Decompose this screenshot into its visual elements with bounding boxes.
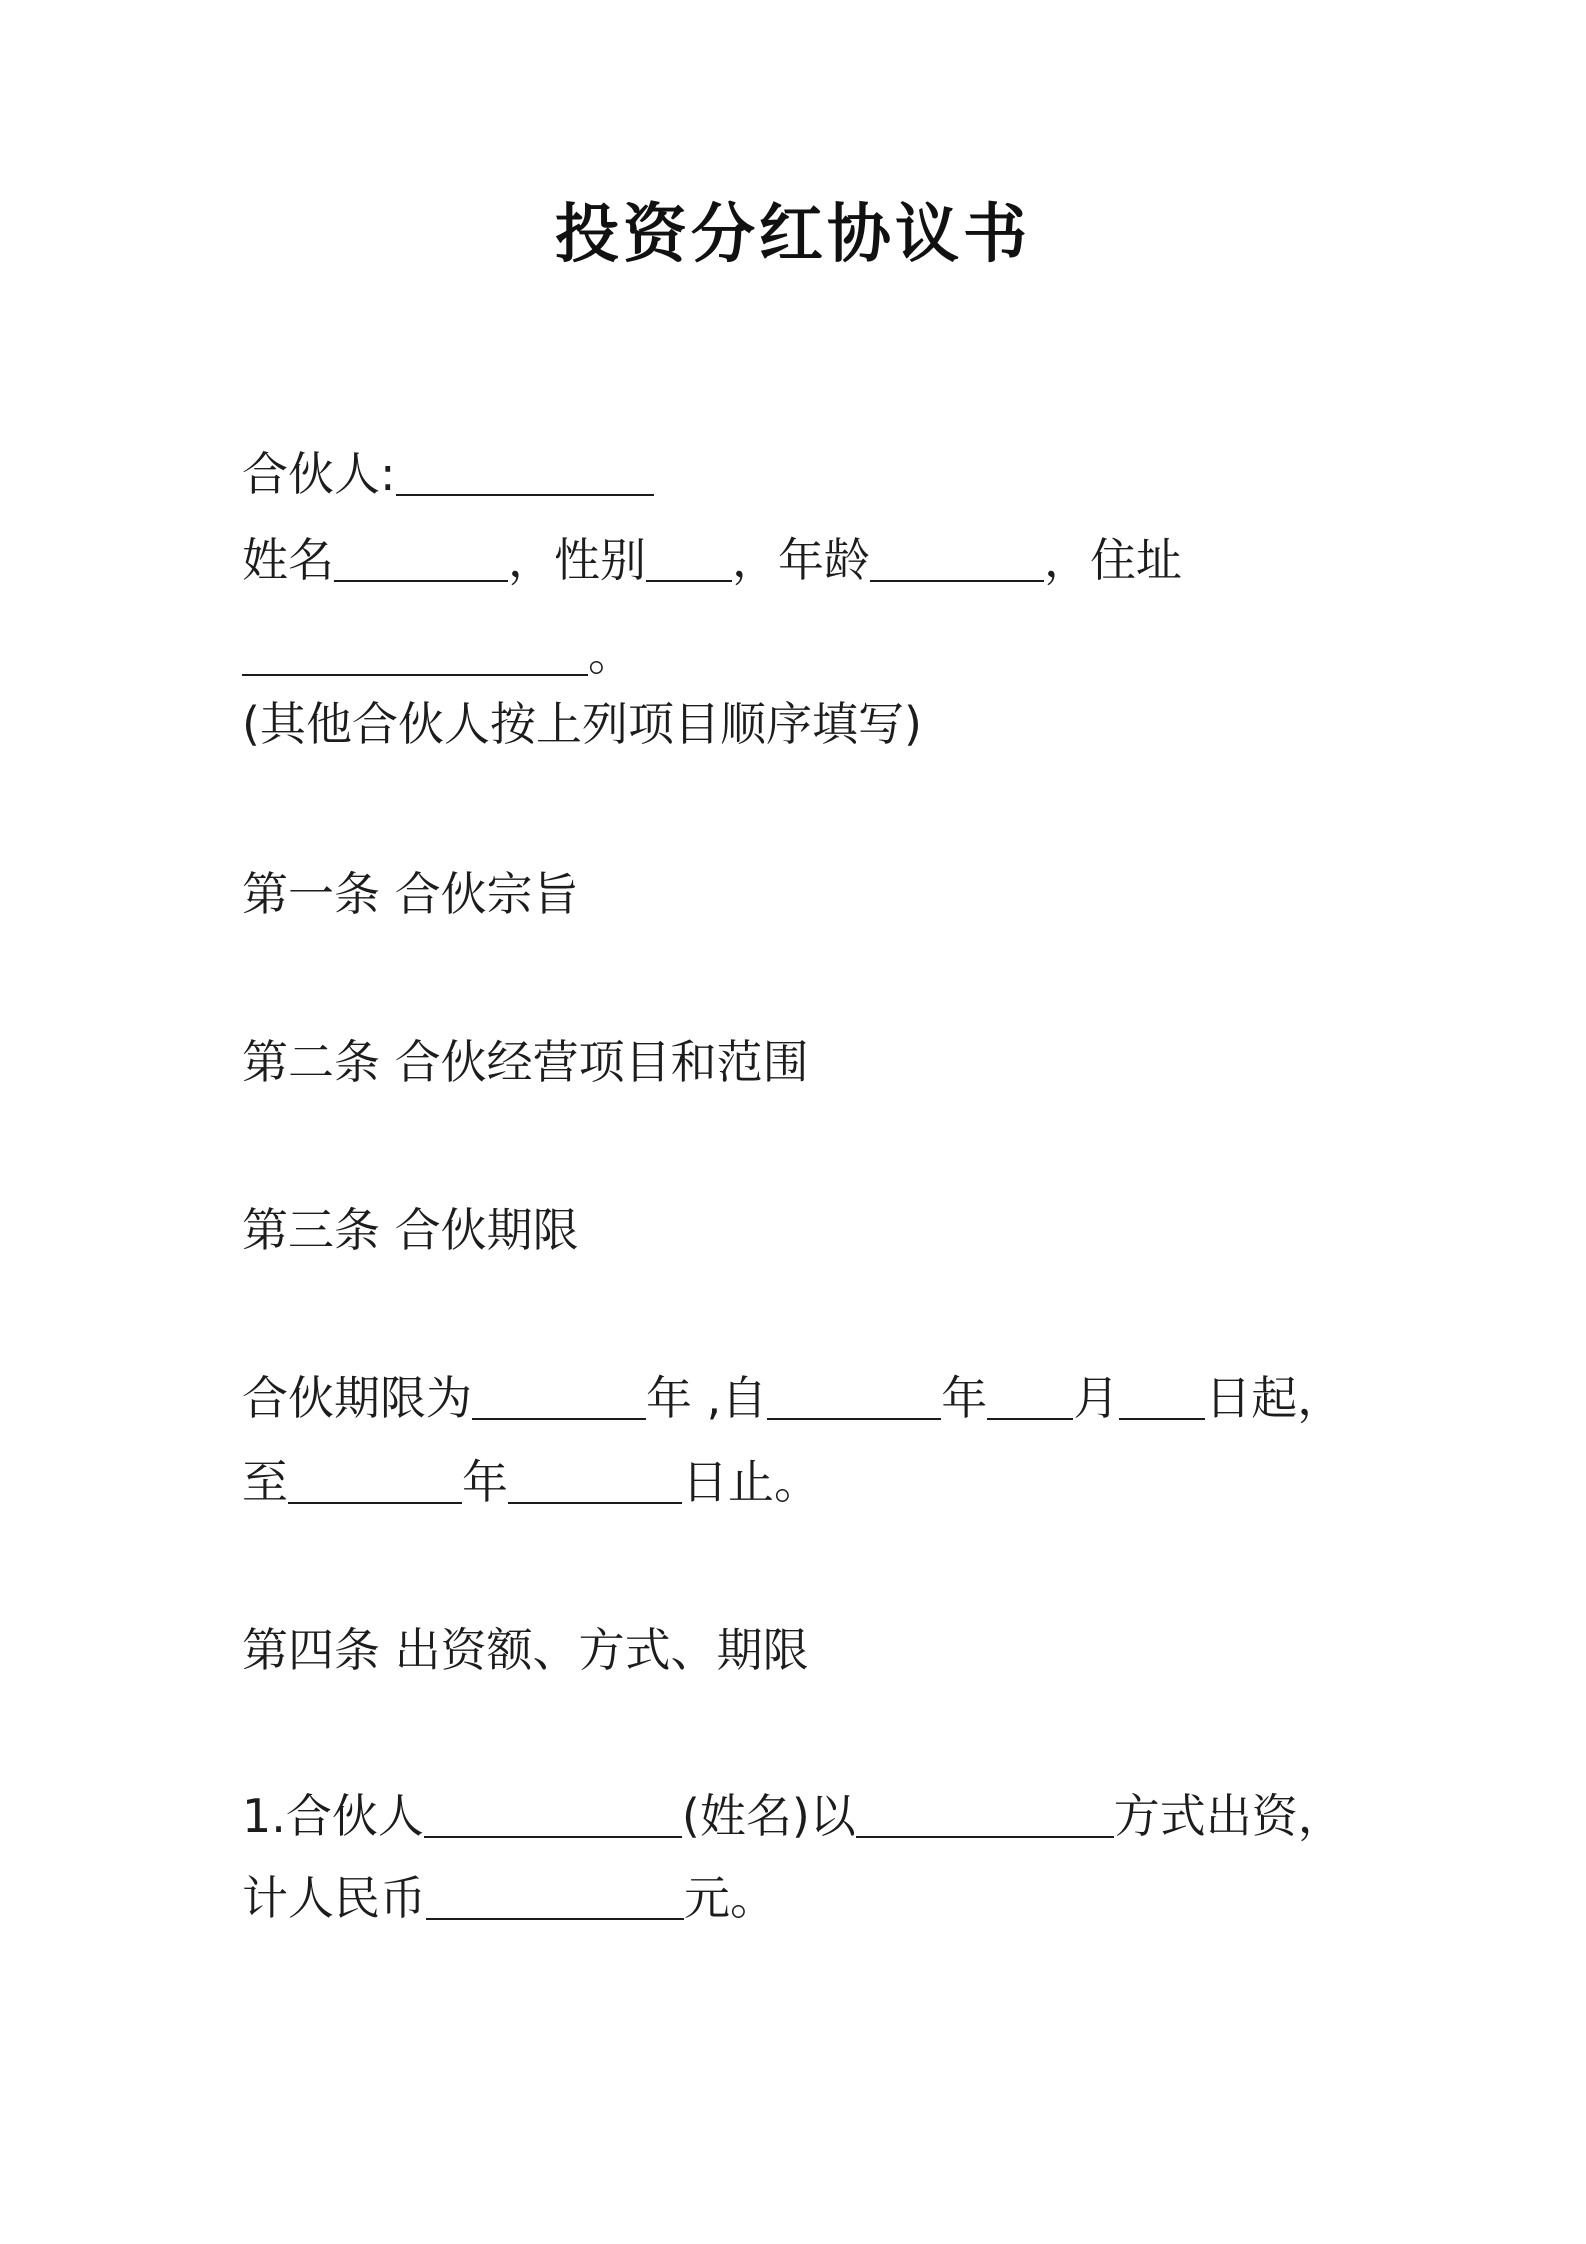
name-blank[interactable] (334, 534, 508, 582)
address-end: 。 (588, 627, 634, 681)
article-2-heading: 第二条 合伙经营项目和范围 (242, 1035, 809, 1089)
age-blank[interactable] (870, 534, 1044, 582)
document-title: 投资分红协议书 (555, 197, 1031, 272)
partner-details-line (242, 528, 1182, 592)
article-3-heading: 第三条 合伙期限 (242, 1203, 579, 1257)
gender-blank[interactable] (646, 534, 732, 582)
gender-label: ，性别 (508, 533, 646, 587)
partner-blank[interactable] (396, 448, 654, 496)
partner-name-blank[interactable] (424, 1790, 682, 1838)
partner-note: (其他合伙人按上列项目顺序填写) (242, 697, 922, 751)
end-year-blank[interactable] (288, 1456, 462, 1504)
amount-blank[interactable] (426, 1872, 684, 1920)
contribution-method-blank[interactable] (856, 1790, 1114, 1838)
article-1-heading: 第一条 合伙宗旨 (242, 867, 579, 921)
start-year-label: 年 (941, 1371, 988, 1425)
start-year-blank[interactable] (767, 1372, 941, 1420)
term-years-blank[interactable] (472, 1372, 646, 1420)
address-line (242, 622, 634, 686)
article-4-heading: 第四条 出资额、方式、期限 (242, 1623, 809, 1677)
end-prefix: 至 (242, 1455, 288, 1509)
address-label: ，住址 (1044, 533, 1182, 587)
contribution-method-label: 方式出资， (1113, 1789, 1344, 1843)
term-years-label: 年 ,自 (646, 1371, 768, 1425)
term-line-1 (242, 1366, 1343, 1430)
partner-label: 合伙人: (242, 447, 396, 501)
end-day-label: 日止。 (682, 1455, 820, 1509)
name-label: 姓名 (242, 533, 334, 587)
term-line-2 (242, 1450, 820, 1514)
partner-line (242, 442, 654, 506)
end-day-blank[interactable] (508, 1456, 682, 1504)
contribution-name-label: (姓名)以 (681, 1789, 856, 1843)
address-blank[interactable] (242, 628, 588, 676)
start-day-label: 日起， (1205, 1371, 1344, 1425)
start-day-blank[interactable] (1119, 1372, 1205, 1420)
contribution-line-1 (242, 1784, 1344, 1848)
amount-end: 元。 (684, 1871, 776, 1925)
contribution-line-2 (242, 1866, 776, 1930)
amount-prefix: 计人民币 (242, 1871, 426, 1925)
end-year-label: 年 (462, 1455, 508, 1509)
term-prefix: 合伙期限为 (242, 1371, 472, 1425)
start-month-blank[interactable] (987, 1372, 1073, 1420)
contribution-prefix: 1.合伙人 (242, 1789, 424, 1843)
age-label: ，年龄 (732, 533, 870, 587)
start-month-label: 月 (1073, 1371, 1120, 1425)
